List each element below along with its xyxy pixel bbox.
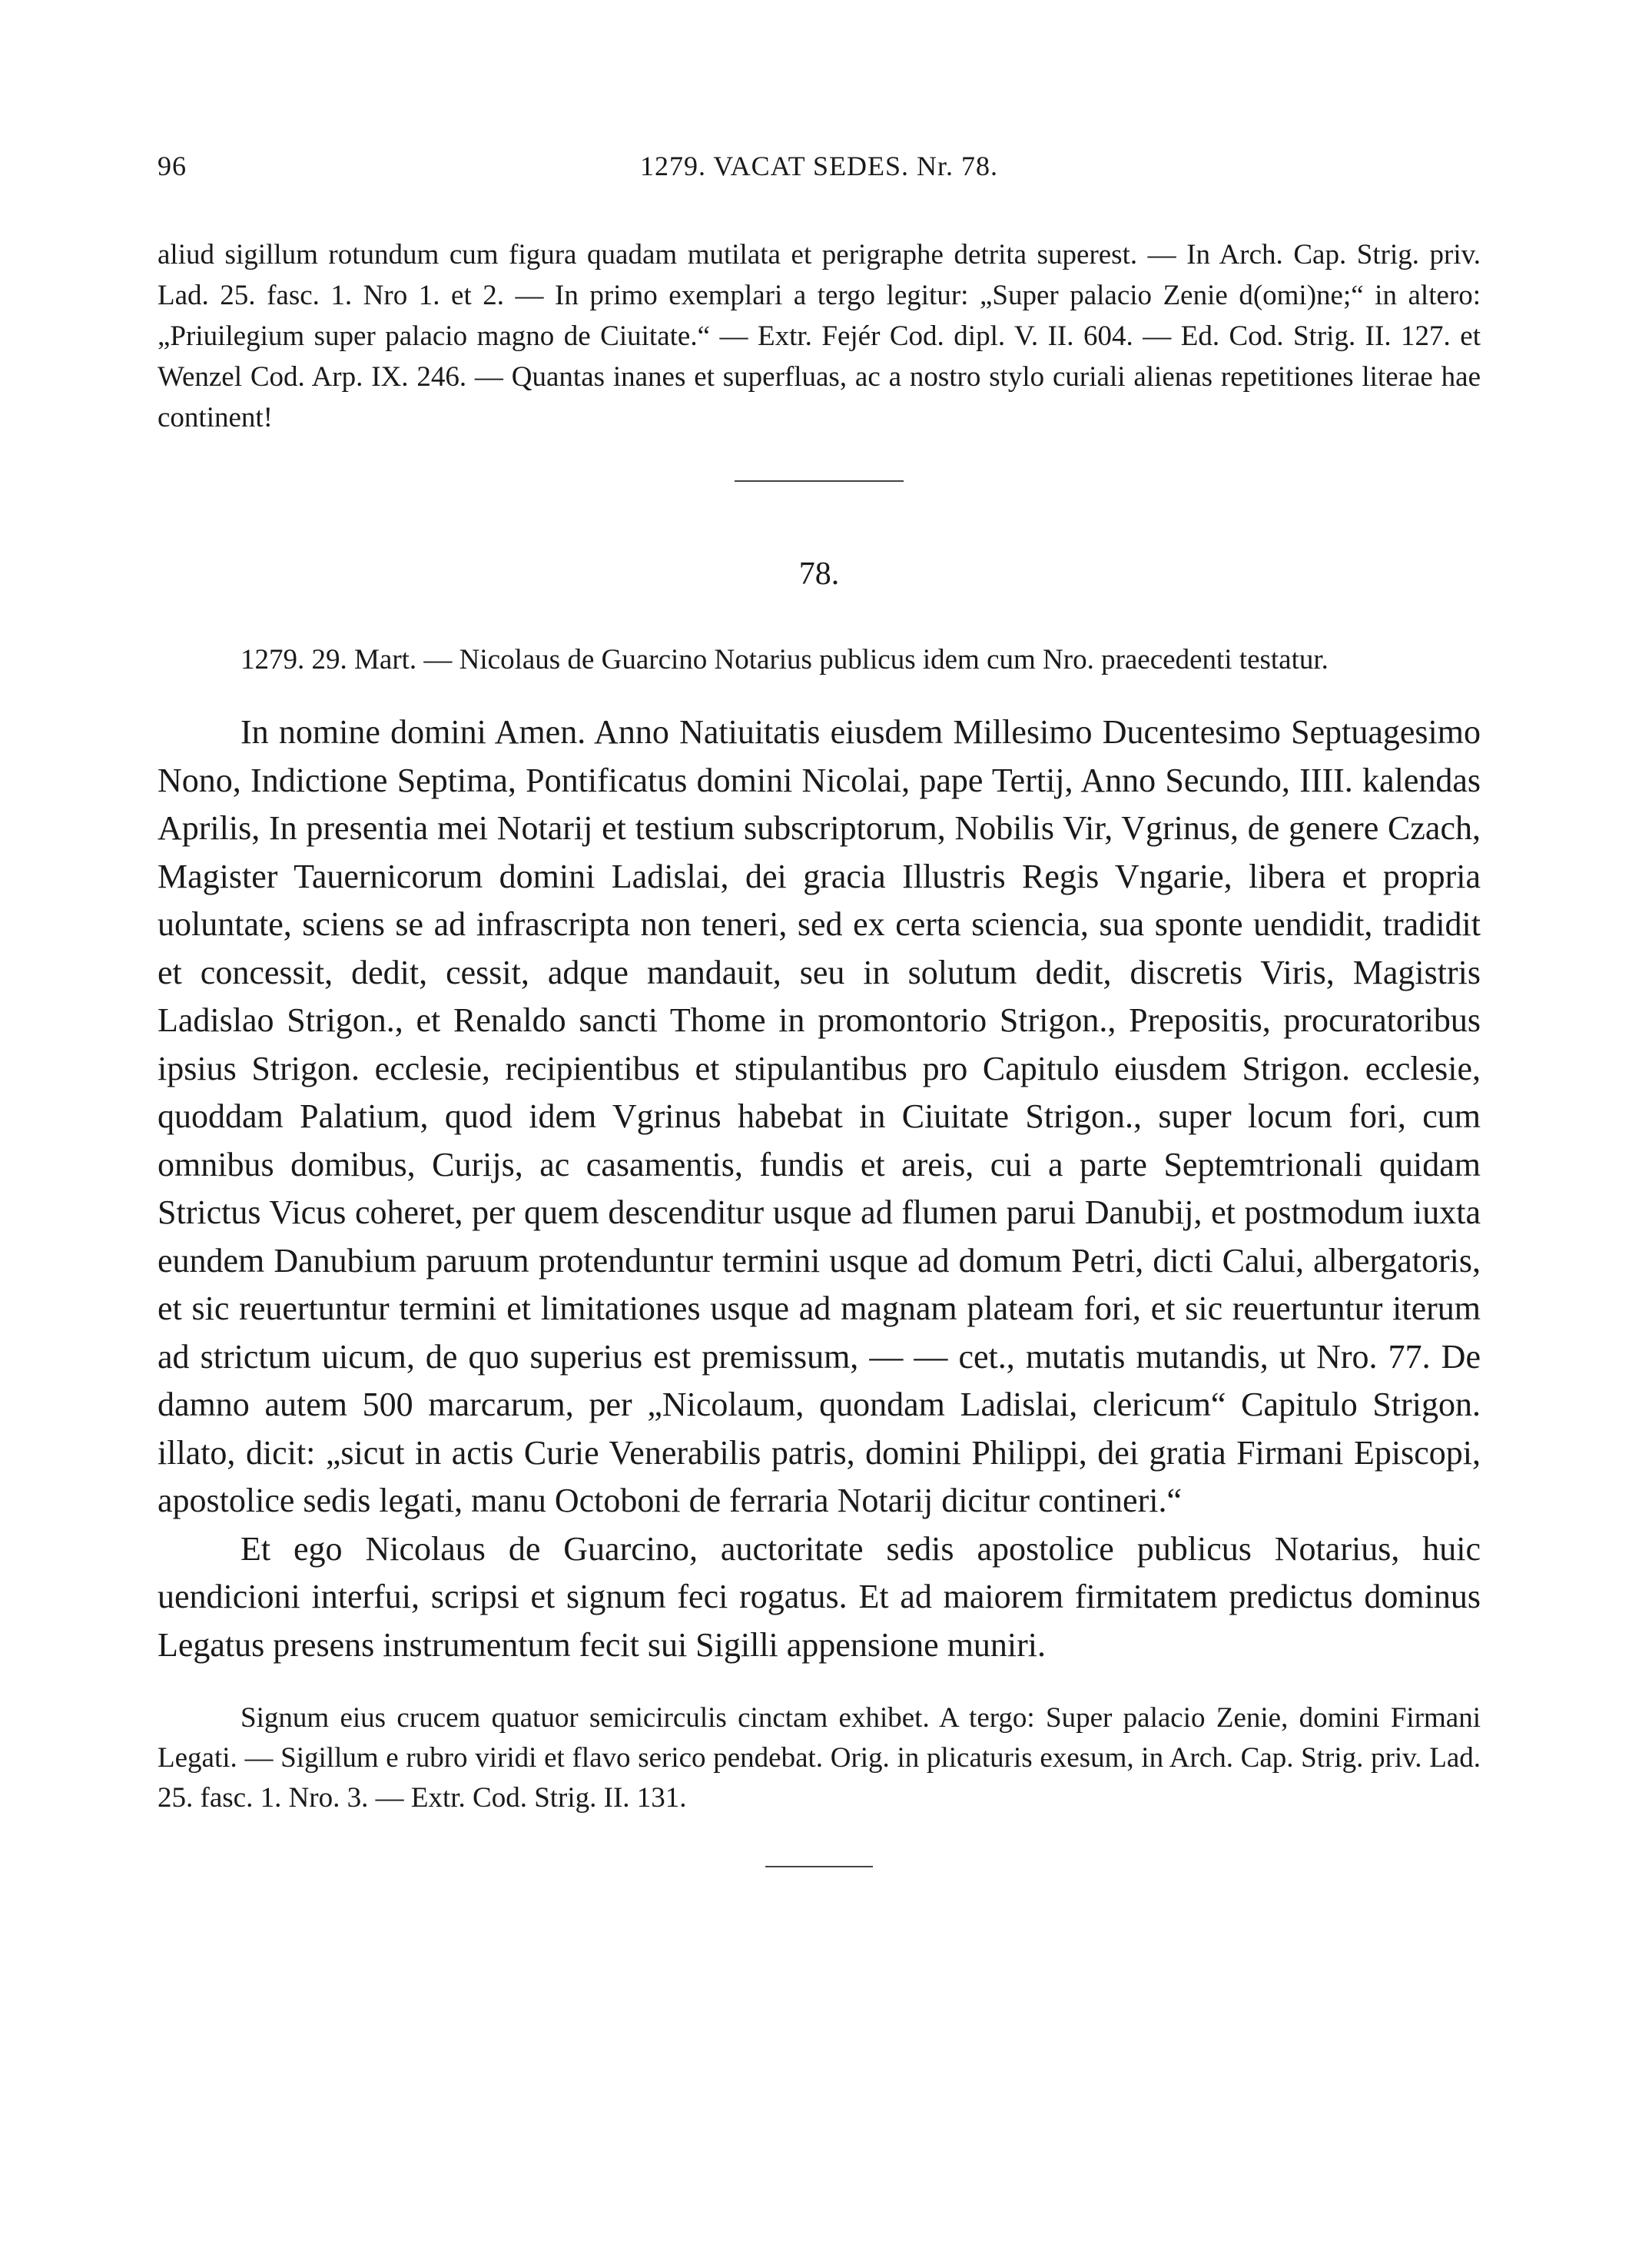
editorial-note: Signum eius crucem quatuor semicirculis cinctam exhibet. A tergo: Super palacio Zenie, domini Firmani Legati. — Sigillum e rubro viridi et flavo serico pendebat. Orig. in plicaturis exesum, in Arch. Cap. Strig. priv. Lad. 25. fasc. 1. Nro. 3. — Extr. Cod. Strig. II. 131.	[158, 1702, 1481, 1814]
document-text-paragraph-1: In nomine domini Amen. Anno Natiuitatis eiusdem Millesimo Ducentesimo Septuagesimo Nono, Indictione Septima, Pontificatus domini Nicolai, pape Tertij, Anno Secundo, IIII. kalendas Aprilis, In presentia mei Notarij et testium subscriptorum, Nobilis Vir, Vgrinus, de genere Czach, Magister Tauernicorum domini Ladislai, dei gracia Illustris Regis Vngarie, libera et propria uoluntate, sciens se ad infrascripta non teneri, sed ex certa sciencia, sua sponte uendidit, tradidit et concessit, dedit, cessit, adque mandauit, seu in solutum dedit, discretis Viris, Magistris Ladislao Strigon., et Renaldo sancti Thome in promontorio Strigon., Prepositis, procuratoribus ipsius Strigon. ecclesie, recipientibus et stipulantibus pro Capitulo eiusdem Strigon. ecclesie, quoddam Palatium, quod idem Vgrinus habebat in Ciuitate Strigon., super locum fori, cum omnibus domibus, Curijs, ac casamentis, fundis et areis, cui a parte Septemtrionali quidam Strictus Vicus coheret, per quem descenditur usque ad flumen parui Danubij, et postmodum iuxta eundem Danubium paruum protenduntur termini usque ad domum Petri, dicti Calui, albergatoris, et sic reuertuntur termini et limitationes usque ad magnam plateam fori, et sic reuertuntur iterum ad strictum uicum, de quo superius est premissum, — — cet., mutatis mutandis, ut Nro. 77. De damno autem 500 marcarum, per „Nicolaum, quondam Ladislai, clericum“ Capitulo Strigon. illato, dicit: „sicut in actis Curie Venerabilis patris, domini Philippi, dei gratia Firmani Episcopi, apostolice sedis legati, manu Octoboni de ferraria Notarij dicitur contineri.“	[158, 713, 1481, 1519]
previous-document-note: aliud sigillum rotundum cum figura quadam mutilata et perigraphe detrita superest. — In Arch. Cap. Strig. priv. Lad. 25. fasc. 1. Nro 1. et 2. — In primo exemplari a tergo legitur: „Super palacio Zenie d(omi)ne;“ in altero: „Priuilegium super palacio magno de Ciuitate.“ — Extr. Fejér Cod. dipl. V. II. 604. — Ed. Cod. Strig. II. 127. et Wenzel Cod. Arp. IX. 246. — Quantas inanes et superfluas, ac a nostro stylo curiali alienas repetitiones literae hae continent!	[158, 239, 1481, 433]
running-head	[158, 150, 1481, 196]
document-number: 78.	[798, 556, 840, 592]
running-title: 1279. VACAT SEDES. Nr. 78.	[639, 151, 999, 181]
end-divider	[765, 1866, 873, 1867]
page-number: 96	[158, 151, 187, 181]
book-page	[158, 150, 1481, 1867]
document-text-paragraph-2: Et ego Nicolaus de Guarcino, auctoritate sedis apostolice publicus Notarius, huic uendicioni interfui, scripsi et signum feci rogatus. Et ad maiorem firmitatem predictus dominus Legatus presens instrumentum fecit sui Sigilli appensione muniri.	[158, 1529, 1481, 1664]
section-divider	[735, 480, 904, 482]
document-summary: 1279. 29. Mart. — Nicolaus de Guarcino Notarius publicus idem cum Nro. praecedenti testatur.	[241, 644, 1329, 675]
